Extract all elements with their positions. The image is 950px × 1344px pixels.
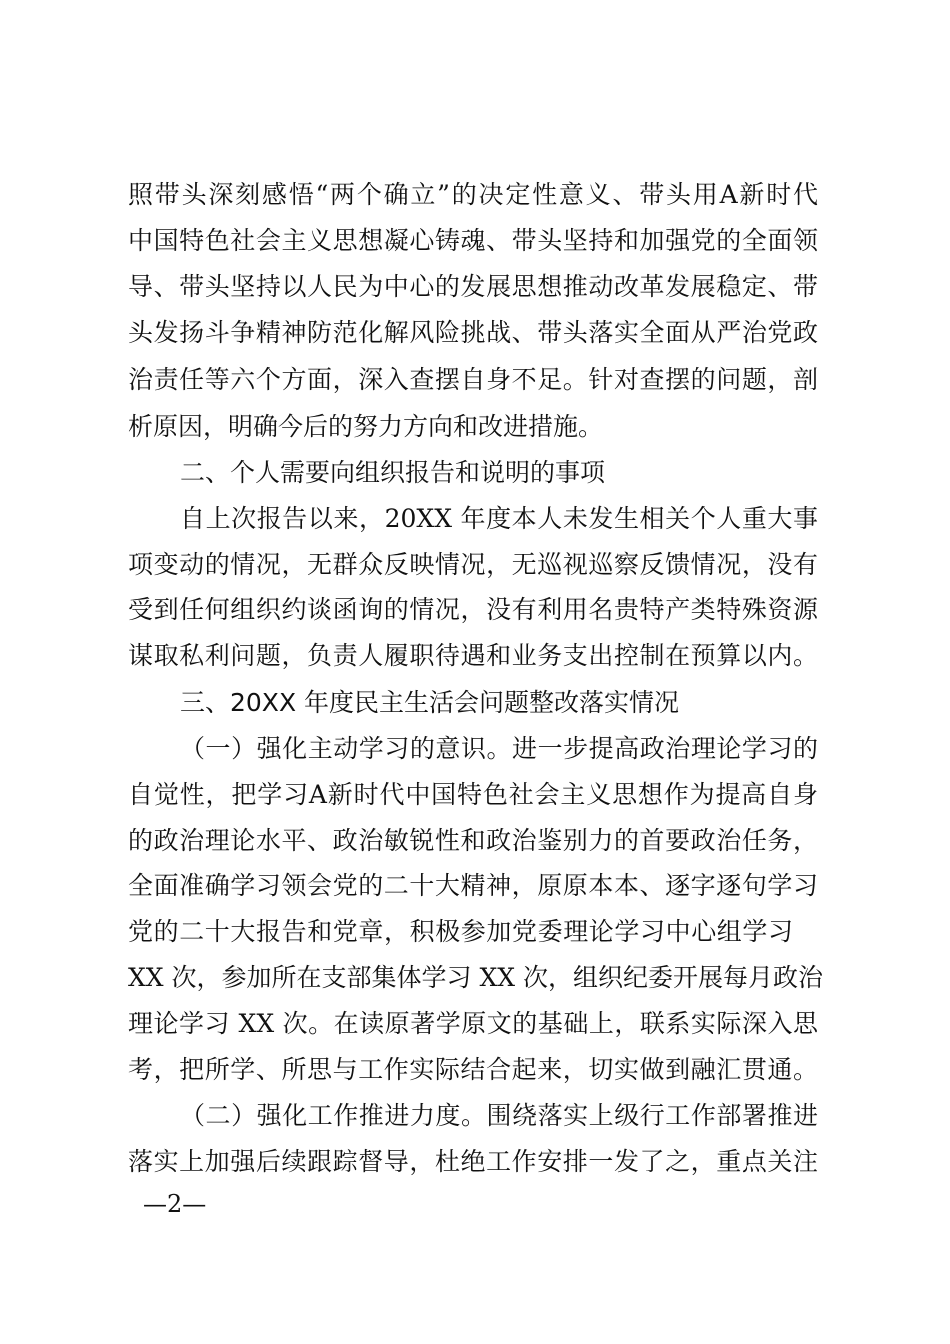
body-line: XX 次，参加所在支部集体学习 XX 次，组织纪委开展每月政治	[128, 963, 824, 992]
body-line: 照带头深刻感悟“两个确立”的决定性意义、带头用A新时代	[128, 180, 818, 209]
body-line: 中国特色社会主义思想凝心铸魂、带头坚持和加强党的全面领	[128, 226, 818, 255]
body-line: 的政治理论水平、政治敏锐性和政治鉴别力的首要政治任务，	[128, 826, 818, 855]
section-heading: 三、20XX 年度民主生活会问题整改落实情况	[180, 688, 680, 717]
body-line: 导、带头坚持以人民为中心的发展思想推动改革发展稳定、带	[128, 272, 818, 301]
body-line: 头发扬斗争精神防范化解风险挑战、带头落实全面从严治党政	[128, 318, 818, 347]
body-line: 治责任等六个方面，深入查摆自身不足。针对查摆的问题，剖	[128, 365, 818, 394]
body-line: 谋取私利问题，负责人履职待遇和业务支出控制在预算以内。	[128, 641, 818, 670]
body-line: 考，把所学、所思与工作实际结合起来，切实做到融汇贯通。	[128, 1055, 818, 1084]
body-line: 理论学习 XX 次。在读原著学原文的基础上，联系实际深入思	[128, 1009, 818, 1038]
page-number: —2—	[143, 1190, 207, 1218]
body-line: 析原因，明确今后的努力方向和改进措施。	[128, 412, 604, 441]
body-line: 党的二十大报告和党章，积极参加党委理论学习中心组学习	[128, 917, 793, 946]
body-line: 全面准确学习领会党的二十大精神，原原本本、逐字逐句学习	[128, 871, 818, 900]
body-line: 受到任何组织约谈函询的情况，没有利用名贵特产类特殊资源	[128, 595, 818, 624]
body-line: 落实上加强后续跟踪督导，杜绝工作安排一发了之，重点关注	[128, 1147, 818, 1176]
body-line: （一）强化主动学习的意识。进一步提高政治理论学习的	[180, 734, 818, 763]
section-heading: 二、个人需要向组织报告和说明的事项	[180, 458, 606, 487]
body-line: 自觉性，把学习A新时代中国特色社会主义思想作为提高自身	[128, 780, 818, 809]
body-line: 项变动的情况，无群众反映情况，无巡视巡察反馈情况，没有	[128, 550, 818, 579]
body-line: （二）强化工作推进力度。围绕落实上级行工作部署推进	[180, 1101, 818, 1130]
body-line: 自上次报告以来，20XX 年度本人未发生相关个人重大事	[180, 504, 818, 533]
